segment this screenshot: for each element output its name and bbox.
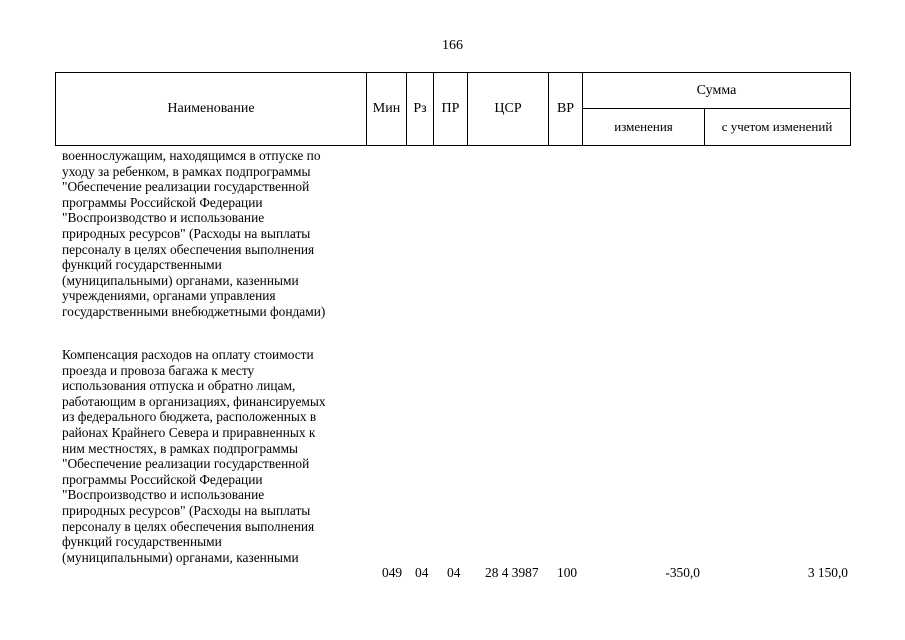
header-changes: изменения: [614, 119, 673, 134]
text-line: районах Крайнего Севера и приравненных к: [62, 424, 316, 440]
text-line: из федерального бюджета, расположенных в: [62, 409, 317, 425]
text-line: "Обеспечение реализации государственной: [62, 179, 310, 195]
text-line: Компенсация расходов на оплату стоимости: [62, 347, 314, 362]
header-name: Наименование: [167, 101, 255, 116]
text-line: использования отпуска и обратно лицам,: [62, 378, 296, 394]
text-line: функций государственными: [62, 534, 222, 550]
header-vr: ВР: [556, 101, 575, 116]
cell-rz: 04: [415, 565, 429, 580]
text-line: функций государственными: [62, 257, 222, 273]
cell-min: 049: [382, 565, 403, 580]
cell-pr: 04: [447, 565, 461, 580]
table-header: [55, 72, 851, 146]
cell-csr: 28 4 3987: [485, 565, 539, 580]
text-line: персоналу в целях обеспечения выполнения: [62, 518, 315, 534]
entry-description: [62, 347, 362, 565]
text-line: проезда и провоза багажа к месту: [62, 362, 255, 378]
text-line: уходу за ребенком, в рамках подпрограммы: [62, 163, 311, 179]
text-line: (муниципальными) органами, казенными: [62, 549, 299, 565]
text-line: природных ресурсов" (Расходы на выплаты: [62, 225, 311, 241]
text-line: учреждениями, органами управления: [62, 288, 276, 304]
text-line: "Обеспечение реализации государственной: [62, 456, 310, 472]
page-number: 166: [442, 38, 463, 53]
cell-total: 3 150,0: [807, 565, 848, 580]
header-pr: ПР: [441, 101, 460, 116]
text-line: "Воспроизводство и использование: [62, 487, 265, 503]
text-line: государственными внебюджетными фондами): [62, 303, 326, 319]
text-line: программы Российской Федерации: [62, 194, 263, 210]
text-line: военнослужащим, находящимся в отпуске по: [62, 148, 321, 163]
header-min: Мин: [372, 101, 401, 116]
cell-change: -350,0: [665, 565, 700, 580]
header-csr: ЦСР: [494, 101, 522, 116]
text-line: программы Российской Федерации: [62, 471, 263, 487]
text-line: "Воспроизводство и использование: [62, 210, 265, 226]
cell-vr: 100: [557, 565, 578, 580]
header-rz: Рз: [413, 101, 427, 116]
text-line: ним местностях, в рамках подпрограммы: [62, 440, 299, 456]
entry-description: [62, 148, 362, 320]
text-line: персоналу в целях обеспечения выполнения: [62, 241, 315, 257]
text-line: работающим в организациях, финансируемых: [62, 393, 326, 409]
text-line: природных ресурсов" (Расходы на выплаты: [62, 502, 311, 518]
text-line: (муниципальными) органами, казенными: [62, 272, 299, 288]
header-with-changes: с учетом изменений: [721, 119, 833, 134]
header-sum: Сумма: [696, 83, 737, 98]
